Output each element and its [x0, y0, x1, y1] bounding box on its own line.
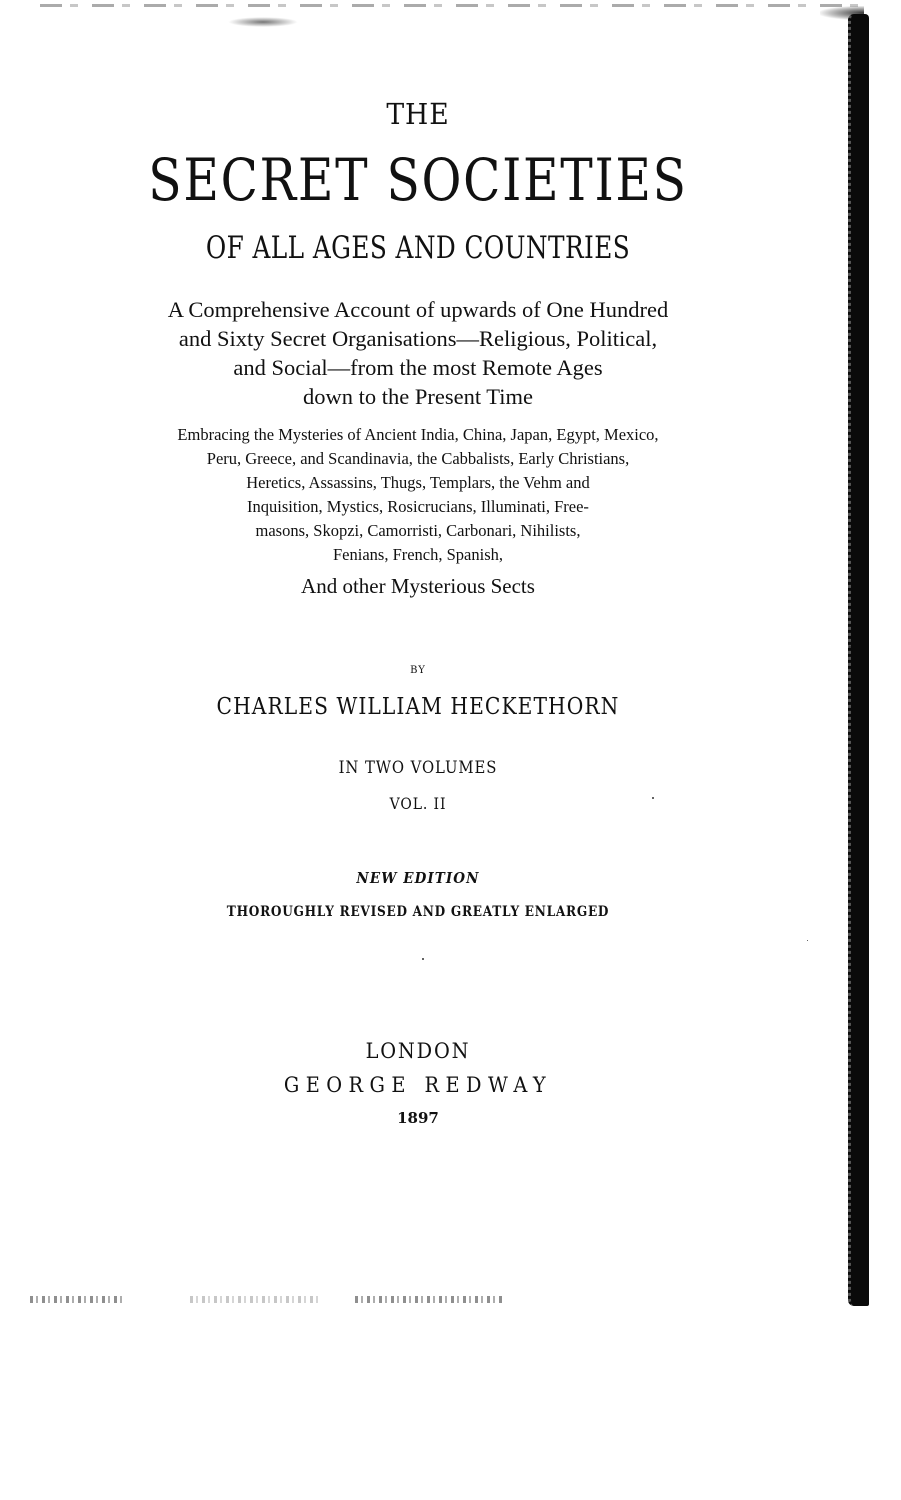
scan-artifact-dust: [807, 940, 808, 941]
embracing-line: Inquisition, Mystics, Rosicrucians, Illuminati, Free-: [247, 497, 589, 516]
publication-year: 1897: [397, 1109, 439, 1127]
scan-artifact-speck: [228, 17, 298, 27]
book-spine-shadow: [848, 14, 869, 1306]
author-name: CHARLES WILLIAM HECKETHORN: [216, 694, 620, 720]
other-sects-line: And other Mysterious Sects: [301, 574, 535, 598]
description-line: A Comprehensive Account of upwards of One Hundred: [167, 297, 669, 322]
publication-city: LONDON: [365, 1039, 471, 1063]
book-title: SECRET SOCIETIES: [148, 146, 688, 214]
edition-label: NEW EDITION: [356, 869, 480, 887]
scan-artifact-dust: [849, 646, 851, 648]
scan-artifact-bottom-edge: [355, 1296, 505, 1303]
volumes-count: IN TWO VOLUMES: [338, 758, 498, 777]
embracing-line: Fenians, French, Spanish,: [332, 545, 504, 564]
by-label: BY: [410, 665, 426, 676]
embracing-line: Peru, Greece, and Scandinavia, the Cabbalists, Early Christians,: [206, 449, 630, 468]
volume-number: VOL. II: [389, 795, 447, 813]
book-subtitle: OF ALL AGES AND COUNTRIES: [205, 230, 631, 266]
edition-note: THOROUGHLY REVISED AND GREATLY ENLARGED: [226, 904, 610, 920]
scan-artifact-bottom-edge: [30, 1296, 125, 1303]
scan-artifact-top-edge: [40, 4, 860, 7]
scan-artifact-dust: [422, 958, 424, 960]
description-line: down to the Present Time: [302, 384, 533, 409]
scan-artifact-bottom-edge: [190, 1296, 320, 1303]
publisher-name: GEORGE REDWAY: [283, 1073, 553, 1097]
title-prefix: THE: [386, 97, 450, 131]
embracing-line: Embracing the Mysteries of Ancient India, China, Japan, Egypt, Mexico,: [177, 425, 659, 444]
embracing-line: Heretics, Assassins, Thugs, Templars, the Vehm and: [246, 473, 590, 492]
description-line: and Sixty Secret Organisations—Religious, Political,: [178, 326, 658, 351]
description-line: and Social—from the most Remote Ages: [233, 355, 603, 380]
embracing-line: masons, Skopzi, Camorristi, Carbonari, Nihilists,: [255, 521, 581, 540]
